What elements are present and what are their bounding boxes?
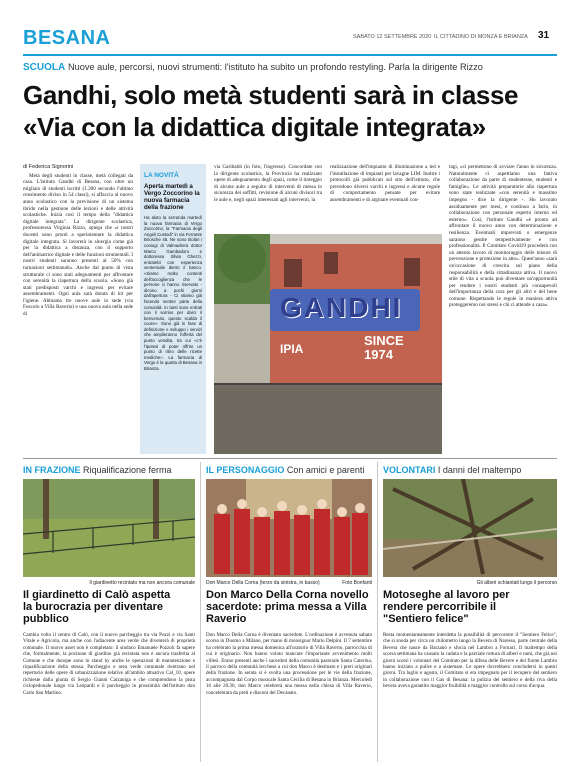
main-column-1 [23,164,133,454]
volontari-kicker [383,465,558,475]
garden-photo [23,479,195,577]
byline: di Federica Signorini [23,164,74,170]
sidebar-text: Ha aloto la serranda martedì la nuova farmacia di Vergo Zoccorino, la "Farmacia degli Angeli Custodi" in via Ferrante Briosche 45. Ne sono titolari i coniugi di Valmadrera dottor Marco Gambadoro e dottoressa Silvia Ghezzi, entrambi con esperienza ventennale dietro il banco. «Siamo molto contenti dell'accoglienza che le persone ci hanno riservato - dicono a pochi giorni dall'apertura - Ci stiamo già facendo sentire parte della comunità. In tanti sono entrati con il sorriso per darci il benvenuto, questo scalda il cuore». Sono già in fase di definizione e sviluppo i servizi che amplieranno l'offerta del punto vendita, tra cui «c'è l'ipotesi di poter offrire un punto di ritiro delle ricette mediche». La farmacia di Vergo è la quarta di Besana in Brianza. [144,215,202,372]
sidebar-title: Aperta martedì a Vergo Zoccorino la nuova farmacia della frazione [144,183,200,211]
graffiti-ipia: IPIA [280,342,304,356]
sidebar-box [140,164,206,454]
priest-text: Don Marco Della Corna è diventato sacerdote. L'ordinazione è avvenuta sabato scorso in Duomo a Milano, per mano di monsignor Mario Delpini. Il 7 settembre ha celebrato la prima messa domenica all'oratorio di Villa Raverio, parrocchia di cui è originario. Non hanno voluto mancare l'importante avvenimento molti villesi. Erano presenti anche i sacerdoti della comunità pastorale Santa Caterina, il parroco della comunità lecchese a cui don Marco è destinato e i preti originari della frazione. In serata si è svolta una processione per le vie della frazione, accompagnata dal Corpo musicale Santa Cecilia di Besana in Brianza. Mercoledì 16 alle 20.30, don Marco celebrerà una messa nella chiesa di Villa Raverio, concelebrata da preti e diaconi del Decanato. [206,632,372,696]
paper-name: IL CITTADINO DI MONZA E BRIANZA [434,34,528,40]
column-1-text: Metà degli studenti in classe, metà collegati da casa. L'istituto Gandhi di Besana, con oltre un migliaio di studenti iscritti (1.200 secondo l'ultimo censimento diviso in 54 classi), si affaccia al nuovo anno scolastico con la previsione di un sistema ibrido nella gestione delle lezioni e delle attività scolastiche. Inizia così il tempo della "didattica digitale integrata". La dirigente scolastica, professoressa Virginia Rizzo, spiega che «i nostri docenti sono pronti a sperimentare la didattica digitale integrata. Si lavorerà in sinergia come già per la didattica a distanza, con il supporto dell'animatrice digitale e delle funzioni strumentali. I nostri studenti saranno presenti al 50% con turnazioni settimanali». Anche dal punto di vista strutturale ci sono stati adeguamenti per affrontare con serenità la riapertura della scuola. «Sono già stati predisposti varchi e ingressi per evitare assembramenti. Ogni aula sarà dotata di kit per l'igiene. Abbiamo tre nuove aule in sede (via Foscolo a Villa Raverio) e una nuova aula nella sede di [23,172,133,318]
priest-caption-text: Don Marco Della Corna (terzo da sinistra, in basso) [206,580,320,586]
trees-illustration [383,479,557,577]
kicker-label: SCUOLA [23,62,66,73]
priest-text-block [206,632,372,762]
priests-illustration [206,479,372,577]
sidebar-kicker: LA NOVITÀ [144,172,179,179]
main-title-line2: «Via con la didattica digitale integrata» [23,112,486,142]
garden-text: Cambia volto il centro di Calò, con il nuovo parcheggio tra via Pozzi e via Santi Vitale e Agricola, ma anche con l'adiacente area verde che diventerà di proprietà comunale. Il nuovo asset non è completato: il sindaco Emanuele Pozzoli fa sapere che, formalmente, la porzione di giardino già recintata non è ancora trasferita al Comune e che dunque sono in stand by anche le operazioni di manutenzione e riqualificazione della stessa. Parcheggio e area verde comunale rientrano nel repertorio delle opere di urbanizzazione relative all'ambito attuativo Cal_10, opere richieste dalla giunta di Sergio Gianni Carzaniga e che comprendono la pista ciclopedonale lungo via Leopardi e il parcheggio in prossimità dell'istituto don Carlo San Martino. [23,632,195,696]
frazione-kicker-text: Riqualificazione ferma [83,465,172,475]
column-3-text: via Garibaldi (in foto, l'ingresso). Concordate con la dirigente scolastica, la Provincia ha realizzato opere di adeguamento degli spazi, come il tinteggio di alcune aule a seguito di interventi di messa in sicurezza dei soffitti, revisione di alcuni divisori tra le aule e, negli spazi interessati agli interventi, la [214,164,322,203]
main-column-4 [330,164,440,230]
page-number: 31 [538,30,550,41]
header-rule [23,54,557,56]
frazione-kicker [23,465,198,475]
school-graffiti-photo [214,234,442,454]
priest-photo-credit: Foto Bonfanti [342,580,372,586]
column-4-text: realizzazione dell'impianto di illuminazione a led e l'installazione di impianti per lavagne LIM. Inoltre i protocolli già pubblicati sul sito dell'istituto, che prevedono diversi varchi e ingressi e alcune regole di comportamento pensate per evitare assembramenti e di arginare eventuali con- [330,164,440,203]
trees-text: Resta momentaneamente interdetta la possibilità di percorrere il "Sentiero Felice", che si snoda per circa un chilometro lungo la Bevera di Naresso, parte centrale della Bevera che nasce da Barzanò e sfocia nel Lambro a Fornaci. Il maltempo della scorsa settimana ha causato la caduta e la parziale rottura di alberi e rami, che già nei giorni scorsi i volontari del Comitato per la difesa delle Bevere e del fiume Lambro hanno iniziato a pulire e a sistemare. Le opere dovrebbero concludersi in questi giorni. Tra luglio e agosto, il Comitato si era impegnato per il recupero del sentiero in collaborazione con il Gas di Besana: la pulizia del sentiero e della riva della bevera aveva garantito maggior fruibilità e maggior controllo sul corso d'acqua. [383,632,557,690]
graffiti-since: SINCE 1974 [364,333,404,362]
graffiti-main: GANDHI [280,292,403,323]
trees-title: Motoseghe al lavoro per rendere percorribile il "Sentiero felice" [383,589,510,625]
priest-title: Don Marco Della Corna novello sacerdote: prima messa a Villa Raverio [206,589,369,625]
fallen-trees-photo [383,479,557,577]
garden-illustration [23,479,195,577]
date-line: SABATO 12 SETTEMBRE 2020 [353,34,432,40]
main-kicker [23,62,563,73]
bottom-divider-2 [377,462,378,762]
kicker-text: Nuove aule, percorsi, nuovi strumenti: l'istituto ha subito un profondo restyling. Parla la dirigente Rizzo [68,62,483,72]
volontari-kicker-label: VOLONTARI [383,465,436,475]
frazione-kicker-label: IN FRAZIONE [23,465,81,475]
trees-caption: Gli alberi schiantati lungo il percorso [476,580,557,586]
garden-title: Il giardinetto di Calò aspetta la burocrazia per diventare pubblico [23,589,171,625]
priest-caption [206,580,372,586]
volontari-kicker-text: I danni del maltempo [437,465,522,475]
main-title-line1: Gandhi, solo metà studenti sarà in classe [23,80,519,110]
personaggio-kicker-text: Con amici e parenti [286,465,365,475]
trees-text-block [383,632,557,762]
main-column-5 [449,164,557,454]
column-5-text: tagi, «ci permettono di avviare l'anno in sicurezza. Naturalmente ci aspettiamo una fattiva collaborazione da parte di studentesse, studenti e famiglie». Le attività preparatorie alla riapertura sono state realizzate «con serenità e massimo impegno - dice la dirigente -. Ho lavorato assiduamente per mesi, e continuo a farlo, in collaborazione con personale esperto interno ed esterno». Così, l'istituto Gandhi «è pronto ad affrontare il nuovo anno con determinazione e resilienza. Eventuali imprevisti o emergenze saranno gestite tempestivamente e con professionalità. Il Comitato Covid19 procederà con un attento lavoro di monitoraggio delle misure di prevenzione e protezione in atto». Quest'anno «sarà un'occasione di crescita sul piano della responsabilità e della cittadinanza attiva. Il nuovo stile di vita a scuola può diventare un'opportunità per rendere i nostri studenti più consapevoli dell'importanza della cura per gli altri e del bene comune. Rispettando le regole in maniera attiva proteggeremo noi stessi e chi ci attende a casa». [449,164,557,309]
garden-text-block [23,632,195,762]
priest-group-photo [206,479,372,577]
main-column-3 [214,164,322,230]
garden-caption: Il giardinetto recintato ma non ancora comunale [89,580,195,586]
personaggio-kicker-label: IL PERSONAGGIO [206,465,285,475]
bottom-rule [23,458,557,459]
bottom-divider-1 [200,462,201,762]
personaggio-kicker [206,465,376,475]
section-name: BESANA [23,27,111,49]
